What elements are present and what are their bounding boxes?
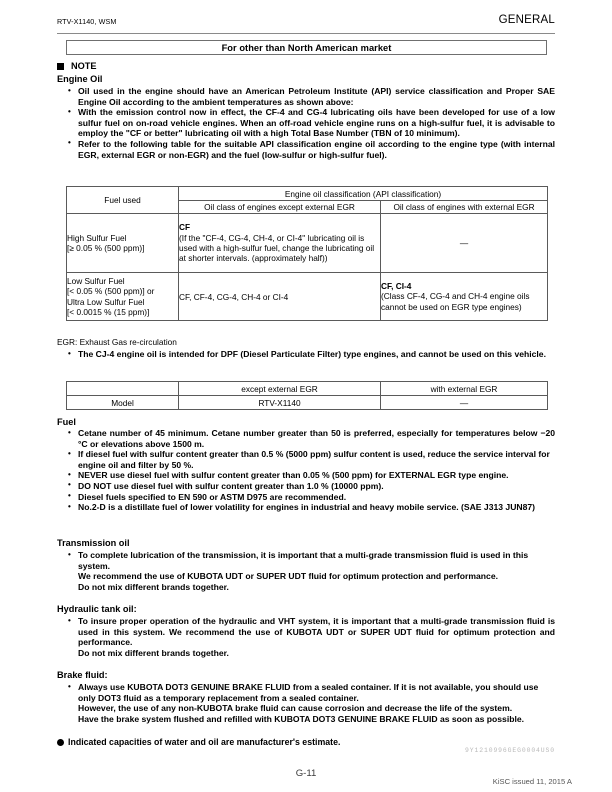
oil-class-bold: CF bbox=[179, 222, 191, 233]
hydraulic-tank-oil-heading: Hydraulic tank oil: bbox=[57, 604, 137, 614]
cell-model-except-egr: RTV-X1140 bbox=[179, 396, 381, 410]
note-label: NOTE bbox=[71, 61, 97, 71]
brake-fluid-heading: Brake fluid: bbox=[57, 670, 108, 680]
cell-fuel-high-sulfur bbox=[67, 214, 179, 273]
cell-with-egr-header: with external EGR bbox=[381, 382, 548, 396]
market-title-label: For other than North American market bbox=[221, 42, 392, 53]
list-item-continuation: We recommend the use of KUBOTA UDT or SUPER UDT fluid for optimum protection and performance. bbox=[78, 571, 499, 582]
list-item: • No.2-D is a distillate fuel of lower volatility for engines in industrial and heavy mobile service. (SAE J313 JUN87) bbox=[66, 502, 555, 513]
table-row bbox=[67, 214, 548, 273]
fuel-line-1: Low Sulfur Fuel bbox=[67, 275, 125, 286]
document-watermark: 9Y1210996GEG0004US0 bbox=[465, 747, 555, 754]
cell-except-egr-low-sulfur: CF, CF-4, CG-4, CH-4 or CI-4 bbox=[179, 273, 381, 321]
fuel-line-2: [< 0.05 % (500 ppm)] or bbox=[67, 286, 155, 297]
capacities-note-label: Indicated capacities of water and oil are manufacturer's estimate. bbox=[68, 737, 341, 747]
filled-circle-bullet-icon bbox=[57, 739, 64, 746]
list-item: • If diesel fuel with sulfur content greater than 0.5 % (5000 ppm) sulfur content is used, reduce the service interval for engine oil and filter by 50 %. bbox=[66, 449, 555, 470]
oil-class-detail: (If the "CF-4, CG-4, CH-4, or CI-4" lubricating oil is used with a high-sulfur fuel, change the lubricating oil at shorter intervals. (approximately half)) bbox=[179, 232, 375, 264]
cell-except-egr-high-sulfur bbox=[179, 214, 381, 273]
page-number: G-11 bbox=[295, 768, 317, 779]
header-model-label: RTV-X1140, WSM bbox=[57, 17, 117, 26]
transmission-oil-heading: Transmission oil bbox=[57, 538, 130, 548]
market-title-box bbox=[66, 40, 547, 55]
cell-with-egr-low-sulfur bbox=[381, 273, 548, 321]
list-item: • Oil used in the engine should have an American Petroleum Institute (API) service classification and Proper SAE Engine Oil according to the ambient temperatures as shown above: bbox=[66, 86, 555, 107]
engine-oil-heading: Engine Oil bbox=[57, 74, 103, 84]
cell-model-label: Model bbox=[67, 396, 179, 410]
list-item-continuation: However, the use of any non-KUBOTA brake fluid can cause corrosion and decrease the life of the system. bbox=[78, 703, 513, 714]
cell-model-with-egr: — bbox=[381, 396, 548, 410]
oil-classification-table bbox=[66, 186, 548, 321]
fuel-line-3: Ultra Low Sulfur Fuel bbox=[67, 296, 145, 307]
list-item: • Diesel fuels specified to EN 590 or ASTM D975 are recommended. bbox=[66, 492, 555, 503]
fuel-line-4: [< 0.0015 % (15 ppm)] bbox=[67, 306, 150, 317]
fuel-line-1: High Sulfur Fuel bbox=[67, 232, 127, 243]
fuel-line-2: [≥ 0.05 % (500 ppm)] bbox=[67, 243, 145, 253]
list-item: • The CJ-4 engine oil is intended for DPF (Diesel Particulate Filter) type engines, and cannot be used on this vehicle. bbox=[66, 349, 555, 360]
fuel-bullet-list bbox=[66, 428, 555, 513]
header-section-label: GENERAL bbox=[498, 14, 555, 26]
table-row bbox=[67, 396, 548, 410]
running-header bbox=[57, 14, 555, 31]
list-item-text: To insure proper operation of the hydraulic and VHT system, it is important that a multi-grade transmission fluid is used in this system. We recommend the use of KUBOTA UDT or SUPER UDT fluid for optimum protection and performance. bbox=[78, 616, 555, 648]
cell-fuel-used-header: Fuel used bbox=[67, 187, 179, 214]
list-item-continuation: Have the brake system flushed and refilled with KUBOTA DOT3 GENUINE BRAKE FLUID as soon as possible. bbox=[78, 713, 525, 724]
oil-class-bold: CF, CI-4 bbox=[381, 280, 412, 291]
issue-stamp: KiSC issued 11, 2015 A bbox=[492, 777, 572, 786]
capacities-note bbox=[57, 737, 340, 748]
table-row bbox=[67, 187, 548, 201]
transmission-oil-bullet-list bbox=[66, 550, 555, 592]
list-item-continuation: Do not mix different brands together. bbox=[78, 647, 229, 658]
list-item: • DO NOT use diesel fuel with sulfur content greater than 1.0 % (10000 ppm). bbox=[66, 481, 555, 492]
cell-except-egr-header: except external EGR bbox=[179, 382, 381, 396]
cell-fuel-low-sulfur bbox=[67, 273, 179, 321]
cell-with-egr-high-sulfur: — bbox=[381, 214, 548, 273]
brake-fluid-bullet-list bbox=[66, 682, 555, 724]
list-item-continuation: Do not mix different brands together. bbox=[78, 581, 229, 592]
engine-oil-bullet-list bbox=[66, 86, 555, 160]
hydraulic-tank-oil-bullet-list bbox=[66, 616, 555, 658]
header-rule bbox=[57, 33, 555, 34]
cj4-bullet-list bbox=[66, 349, 555, 360]
square-bullet-icon bbox=[57, 63, 64, 70]
list-item bbox=[66, 682, 555, 724]
list-item bbox=[66, 616, 555, 658]
list-item: • With the emission control now in effect, the CF-4 and CG-4 lubricating oils have been developed for use of a low sulfur fuel on on-road vehicle engines. When an off-road vehicle engine runs on a high-sulfur fuel, it is advisable to employ the "CF or better" lubricating oil with a high Total Base Number (TBN of 10 minimum). bbox=[66, 107, 555, 139]
oil-class-detail: (Class CF-4, CG-4 and CH-4 engine oils cannot be used on EGR type engines) bbox=[381, 291, 530, 312]
list-item: • Refer to the following table for the suitable API classification engine oil according to the engine type (with internal EGR, external EGR or non-EGR) and the fuel (low-sulfur or high-sulfur fuel). bbox=[66, 139, 555, 160]
fuel-heading: Fuel bbox=[57, 417, 76, 427]
list-item-text: Always use KUBOTA DOT3 GENUINE BRAKE FLUID from a sealed container. If it is not available, you should use only DOT3 fluid as a temporary replacement from a sealed container. bbox=[78, 682, 539, 703]
list-item: • NEVER use diesel fuel with sulfur content greater than 0.05 % (500 ppm) for EXTERNAL EGR type engine. bbox=[66, 470, 555, 481]
list-item: • Cetane number of 45 minimum. Cetane number greater than 50 is preferred, especially for temperatures below −20 °C or elevations above 1500 m. bbox=[66, 428, 555, 449]
list-item-text: To complete lubrication of the transmission, it is important that a multi-grade transmission fluid is used in this system. bbox=[78, 550, 529, 571]
table-row bbox=[67, 382, 548, 396]
egr-abbreviation-note: EGR: Exhaust Gas re-circulation bbox=[57, 337, 177, 347]
model-egr-table bbox=[66, 381, 548, 410]
table-row bbox=[67, 273, 548, 321]
cell-classification-group-header: Engine oil classification (API classification) bbox=[179, 187, 548, 201]
cell-with-egr-header: Oil class of engines with external EGR bbox=[381, 201, 548, 214]
note-heading bbox=[57, 61, 97, 71]
list-item bbox=[66, 550, 555, 592]
cell-except-egr-header: Oil class of engines except external EGR bbox=[179, 201, 381, 214]
cell-blank-header bbox=[67, 382, 179, 396]
